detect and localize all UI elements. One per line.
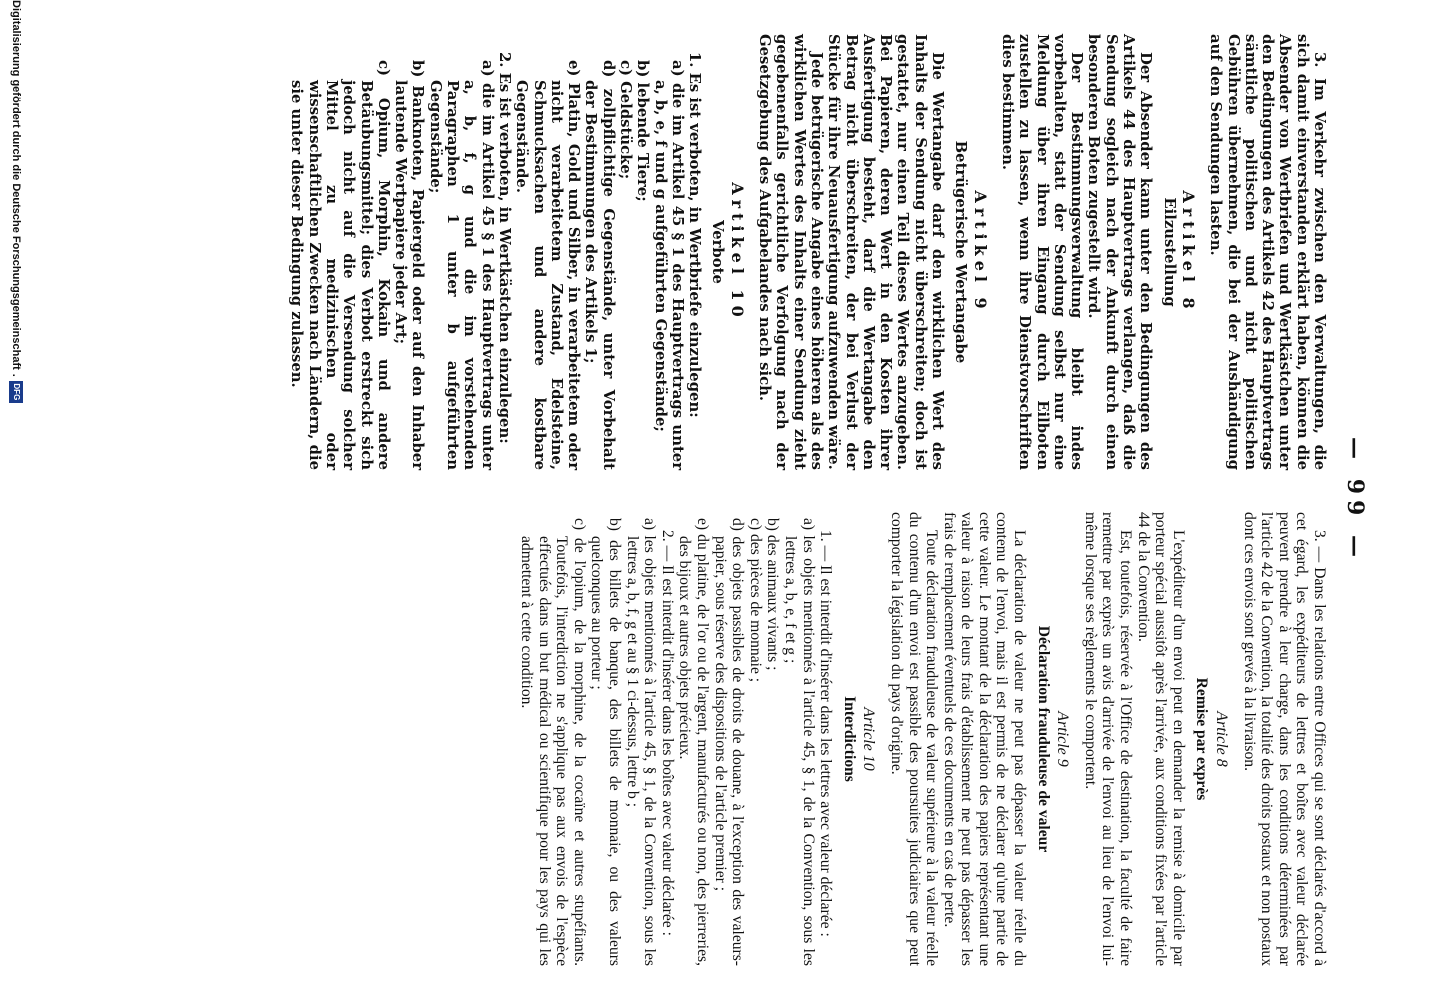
german-column — [288, 34, 1328, 470]
french-article-10-2c: c) de l'opium, de la morphine, de la cocaïne et autres stupéfiants. Toutefois, l'interdiction ne s'applique pas aux envois de l'espèce effectués dans un but médical ou scientifique pour les pays qui les admettent à cette condition. — [518, 518, 588, 966]
french-column — [517, 512, 1328, 966]
german-article-10-2b: b) Banknoten, Papiergeld oder auf den Inhaber lautende Wertpapiere jeder Art; — [392, 60, 427, 470]
german-article-8-title: Artikel 8 — [1178, 190, 1198, 314]
french-article-10-1b: b) des animaux vivants ; — [764, 518, 782, 671]
german-article-9-heading: Betrügerische Wertangabe — [952, 140, 970, 364]
german-article-8-paragraph-1: Der Absender kann unter den Bedingungen des Artikels 44 des Hauptvertrags verlangen, daß die Sendung sogleich nach der Ankunft durch einen besonderen Boten zugestellt wird. — [1085, 34, 1155, 470]
german-article-10-heading: Verbote — [709, 220, 727, 284]
french-article-10-2a: a) les objets mentionnés à l'article 45, § 1, de la Convention, sous les lettres a, b, f, g et au § 1 ci-dessus, lettre b ; — [623, 518, 659, 966]
french-paragraph-3: 3. — Dans les relations entre Offices qui se sont déclarés d'accord à cet égard, les expéditeurs de lettres et boîtes avec valeur déclarée peuvent prendre à leur charge, dans les conditions déterminées par l'article 42 de la Convention, la totalité des droits postaux et non postaux dont ces envois sont grevés à la livraison. — [1240, 512, 1328, 966]
german-paragraph-3: 3. Im Verkehr zwischen den Verwaltungen, die sich damit einverstanden erklärt haben, können die Absender von Wertbriefen und Wertkästchen unter den Bedingungen des Artikels 42 des Hauptvertrags sämtliche politischen und nicht politischen Gebühren übernehmen, die bei der Aushändigung auf den Sendungen lasten. — [1207, 34, 1328, 470]
page-number: — 99 — — [1342, 437, 1368, 563]
french-article-10-1d: d) des objets passibles de droits de douane, à l'exception des valeurs-papier, sous réserve des dispositions de l'article premier ; — [711, 518, 747, 966]
german-article-10-1b: b) lebende Tiere; — [634, 60, 652, 202]
digitization-note: Digitalisierung gefördert durch die Deutsche Forschungsgemeinschaft . DFG — [4, 0, 28, 1000]
german-article-10-section-1: 1. Es ist verboten, in Wertbriefe einzulegen: — [686, 52, 704, 418]
german-article-10-2a: a) die im Artikel 45 § 1 des Hauptvertrags unter a, b, f, g und die im vorstehenden Paragraphen 1 unter b aufgeführten Gegenstände; — [426, 60, 496, 470]
french-article-10-title: Article 10 — [860, 707, 878, 771]
digitization-note-text: Digitalisierung gefördert durch die Deutsche Forschungsgemeinschaft — [10, 0, 22, 370]
german-article-10-section-2: 2. Es ist verboten, in Wertkästchen einzulegen: — [495, 52, 513, 444]
french-article-8-title: Article 8 — [1213, 711, 1231, 767]
french-article-10-heading: Interdictions — [840, 696, 858, 782]
french-article-9-title: Article 9 — [1054, 711, 1072, 767]
french-article-9-paragraph-1: La déclaration de valeur ne peut pas dépasser la valeur réelle du contenu de l'envoi, mais il est permis de ne déclarer qu'une partie de cette valeur. Le montant de la déclaration des papiers représentant une valeur à raison de leurs frais d'établissement ne peut pas dépasser les frais de remplacement éventuels de ces documents en cas de perte. — [940, 512, 1029, 966]
french-article-10-section-1: 1. — Il est interdit d'insérer dans les lettres avec valeur déclarée : — [817, 530, 835, 937]
french-article-8-paragraph-2: Est, toutefois, réservée à l'Office de destination, la faculté de faire remettre par exprès un avis d'arrivée de l'envoi au lieu de l'envoi lui-même lorsque ses règlements le comportent. — [1081, 512, 1135, 966]
french-article-10-section-2: 2. — Il est interdit d'insérer dans les boîtes avec valeur déclarée : — [658, 530, 676, 936]
german-article-9-title: Artikel 9 — [970, 190, 990, 314]
french-article-8-heading: Remise par exprès — [1193, 677, 1211, 801]
french-article-9-heading: Déclaration frauduleuse de valeur — [1034, 625, 1052, 853]
german-article-8-heading: Eilzustellung — [1160, 197, 1178, 307]
german-article-10-title: Artikel 10 — [727, 182, 747, 322]
german-article-10-1e: e) Platin, Gold und Silber, in verarbeitetem oder nicht verarbeitetem Zustand, Edelsteine, Schmucksachen und andere kostbare Gegenstände. — [513, 60, 583, 470]
french-article-10-1c: c) des pièces de monnaie ; — [746, 518, 764, 683]
german-article-10-1d: d) zollpflichtige Gegenstände, unter Vorbehalt der Bestimmungen des Artikels 1; — [582, 60, 617, 470]
french-article-9-paragraph-2: Toute déclaration frauduleuse de valeur supérieure à la valeur réelle du contenu d'un envoi est passible des poursuites judiciaires que peut comporter la législation du pays d'origine. — [887, 512, 941, 966]
german-article-9-paragraph-1: Die Wertangabe darf den wirklichen Wert des Inhalts der Sendung nicht überschreiten; doch ist gestattet, nur einen Teil dieses Wertes anzugeben. Bei Papieren, deren Wert in den Kosten ihrer Ausfertigung besteht, darf die Wertangabe den Betrag nicht überschreiten, der bei Verlust der Stücke für ihre Neuausfertigung aufzuwenden wäre. — [825, 34, 947, 470]
french-article-10-1e: e) du platine, de l'or ou de l'argent, manufacturés ou non, des pierreries, des bijoux et autres objets précieux. — [676, 518, 711, 966]
french-article-8-paragraph-1: L'expéditeur d'un envoi peut en demander la remise à domicile par porteur spécial aussitôt après l'arrivée, aux conditions fixées par l'article 44 de la Convention. — [1134, 512, 1187, 966]
french-article-10-2b: b) des billets de banque, des billets de monnaie, ou des valeurs quelconques au porteur ; — [588, 518, 624, 966]
german-article-9-paragraph-2: Jede betrügerische Angabe eines höheren als des wirklichen Wertes des Inhalts einer Sendung zieht gegebenenfalls gerichtliche Verfolgung nach der Gesetzgebung des Aufgabelandes nach sich. — [756, 34, 825, 470]
german-article-10-1a: a) die im Artikel 45 § 1 des Hauptvertrags unter a, b, e, f und g aufgeführten Gegenstände; — [651, 60, 686, 470]
german-article-10-2c: c) Opium, Morphin, Kokain und andere Betäubungsmittel; dies Verbot erstreckt sich jedoch nicht auf die Versendung solcher Mittel zu medizinischen oder wissenschaftlichen Zwecken nach Ländern, die sie unter dieser Bedingung zulassen. — [288, 60, 392, 470]
german-article-10-1c: c) Geldstücke; — [617, 60, 635, 180]
german-article-8-paragraph-2: Der Bestimmungsverwaltung bleibt indes vorbehalten, statt der Sendung selbst nur eine Meldung über ihren Eingang durch Eilboten zustellen zu lassen, wenn ihre Dienstvorschriften dies bestimmen. — [998, 34, 1086, 470]
french-article-10-1a: a) les objets mentionnés à l'article 45, § 1, de la Convention, sous les lettres a, b, e, f et g ; — [781, 518, 817, 966]
dfg-logo: DFG — [9, 381, 23, 403]
